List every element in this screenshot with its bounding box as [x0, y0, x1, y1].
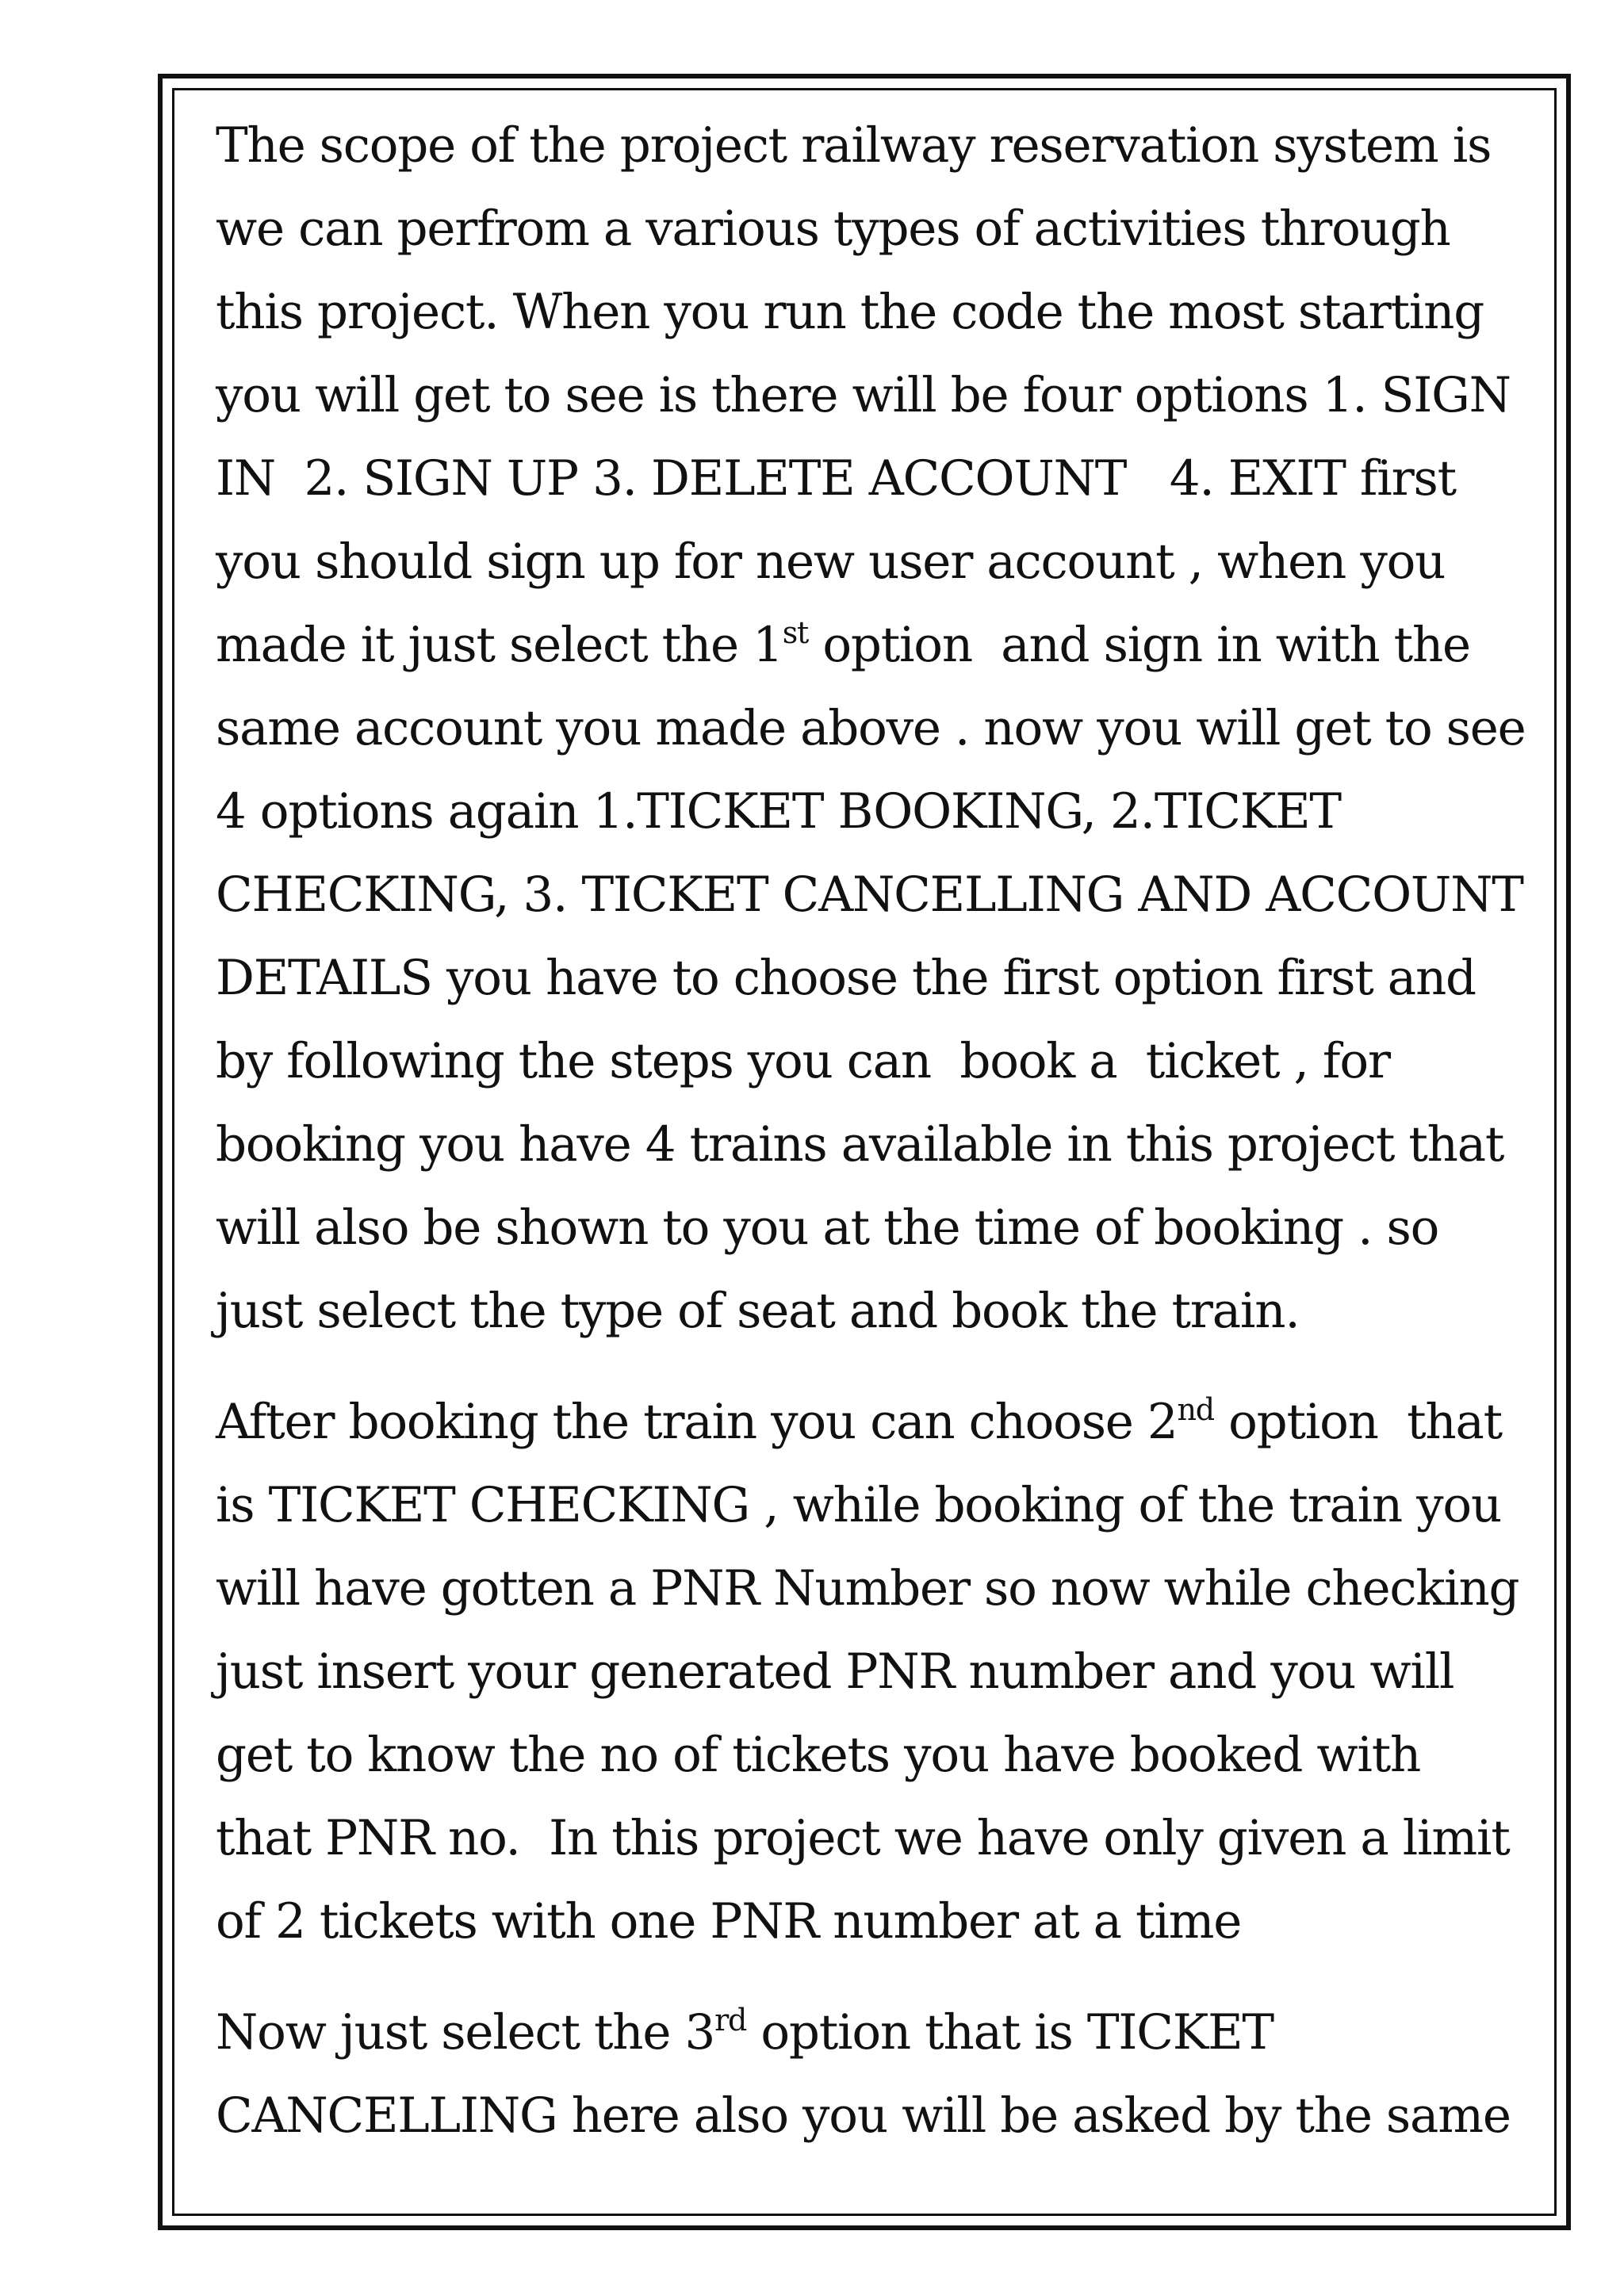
text-line: of 2 tickets with one PNR number at a time: [216, 1893, 1242, 1950]
text-line: [216, 603, 1564, 687]
text-segment: Now just select the 3: [216, 2004, 715, 2061]
text-line: will also be shown to you at the time of booking . so: [216, 1200, 1439, 1256]
text-line: same account you made above . now you will get to see: [216, 700, 1526, 756]
text-line: 4 options again 1.TICKET BOOKING, 2.TICKET: [216, 783, 1341, 840]
text-segment: option that: [1213, 1394, 1502, 1450]
superscript-ordinal: nd: [1177, 1392, 1214, 1427]
text-line: DETAILS you have to choose the first option first and: [216, 950, 1476, 1006]
text-line: booking you have 4 trains available in this project that: [216, 1116, 1504, 1173]
paragraph-3: [216, 1991, 1564, 2157]
text-line: is TICKET CHECKING , while booking of the train you: [216, 1477, 1502, 1533]
paragraph-spacer: [216, 1353, 1564, 1380]
paragraph-1: [216, 104, 1564, 1353]
text-line: you should sign up for new user account , when you: [216, 534, 1446, 590]
text-segment: option that is TICKET: [746, 2004, 1274, 2061]
text-line: get to know the no of tickets you have booked with: [216, 1727, 1421, 1783]
text-line: just select the type of seat and book the train.: [216, 1283, 1300, 1339]
text-line: this project. When you run the code the most starting: [216, 284, 1484, 340]
text-line: IN 2. SIGN UP 3. DELETE ACCOUNT 4. EXIT first: [216, 450, 1456, 507]
text-segment: After booking the train you can choose 2: [216, 1394, 1178, 1450]
text-line: just insert your generated PNR number and you will: [216, 1644, 1454, 1700]
page-border-inner: [172, 88, 1557, 2216]
text-segment: option and sign in with the: [808, 617, 1470, 673]
text-line: CANCELLING here also you will be asked by the same: [216, 2087, 1511, 2144]
paragraph-spacer: [216, 1963, 1564, 1991]
text-line: you will get to see is there will be four options 1. SIGN: [216, 367, 1511, 423]
superscript-ordinal: rd: [714, 2003, 747, 2038]
text-line: [216, 1380, 1564, 1464]
text-line: we can perfrom a various types of activities through: [216, 201, 1450, 257]
text-segment: made it just select the 1: [216, 617, 783, 673]
paragraph-2: [216, 1380, 1564, 1963]
text-line: [216, 1991, 1564, 2074]
text-line: that PNR no. In this project we have only given a limit: [216, 1810, 1510, 1866]
text-line: will have gotten a PNR Number so now while checking: [216, 1560, 1519, 1617]
text-line: by following the steps you can book a ticket , for: [216, 1033, 1390, 1089]
superscript-ordinal: st: [782, 615, 809, 650]
text-line: CHECKING, 3. TICKET CANCELLING AND ACCOUNT: [216, 867, 1523, 923]
text-line: The scope of the project railway reservation system is: [216, 117, 1492, 174]
body-text: [216, 104, 1564, 2157]
page-border-outer: [158, 74, 1571, 2230]
